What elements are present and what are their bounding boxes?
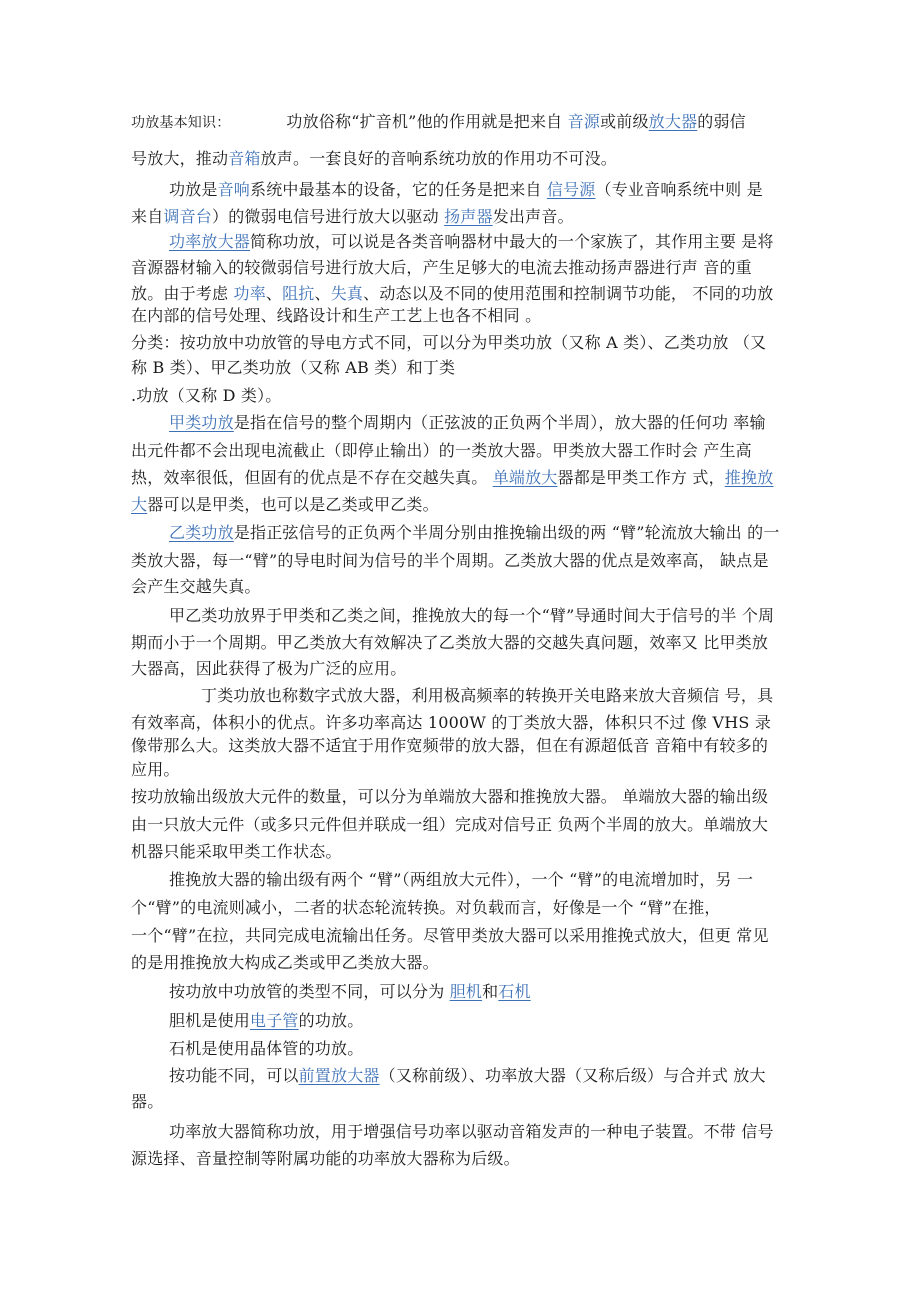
p1-line1 xyxy=(131,112,746,133)
p7-line3: 大器高，因此获得了极为广泛的应用。 xyxy=(131,659,407,678)
p7-line2: 期而小于一个周期。甲乙类放大有效解决了乙类放大器的交越失真问题，效率又 比甲类放 xyxy=(131,633,769,652)
p9-line3: 机器只能采取甲类工作状态。 xyxy=(131,842,342,861)
link-solid-state-amp[interactable]: 石机 xyxy=(498,982,531,1001)
p14-line2: 器。 xyxy=(131,1092,164,1111)
text: 来自 xyxy=(131,207,164,226)
link-class-a[interactable]: 甲类功放 xyxy=(169,413,234,432)
p2-line1 xyxy=(169,180,763,200)
p3-line2: 音源器材输入的较微弱信号进行放大后，产生足够大的电流去推动扬声器进行声 音的重 xyxy=(131,258,752,277)
link-distortion[interactable]: 失真 xyxy=(330,284,364,303)
text: 和 xyxy=(482,982,499,1001)
p5-line2: 出元件都不会出现电流截止（即停止输出）的一类放大器。甲类放大器工作时会 产生高 xyxy=(131,441,752,460)
p5-line4 xyxy=(131,495,439,515)
text: 器都是甲类工作方 式， xyxy=(557,468,725,487)
text: 是指正弦信号的正负两个半周分别由推挽输出级的两 “臂”轮流放大输出 的一 xyxy=(233,523,780,542)
text: （专业音响系统中则 是 xyxy=(595,180,763,199)
text: 系统中最基本的设备，它的任务是把来自 xyxy=(250,180,547,199)
p15-line2: 源选择、音量控制等附属功能的功率放大器称为后级。 xyxy=(131,1149,520,1168)
p6-line2: 类放大器，每一“臂”的导电时间为信号的半个周期。乙类放大器的优点是效率高， 缺点是 xyxy=(131,551,769,570)
text: 器可以是甲类，也可以是乙类或甲乙类。 xyxy=(147,495,439,514)
link-tube-amp[interactable]: 胆机 xyxy=(449,982,483,1001)
p6-line3: 会产生交越失真。 xyxy=(131,577,261,596)
p10-line1: 推挽放大器的输出级有两个 “臂”（两组放大元件），一个 “臂”的电流增加时，另 一 xyxy=(169,870,754,889)
text: （又称前级）、功率放大器（又称后级）与合并式 放大 xyxy=(379,1066,766,1085)
link-vacuum-tube[interactable]: 电子管 xyxy=(250,1011,299,1030)
p10-line4: 的是用推挽放大构成乙类或甲乙类放大器。 xyxy=(131,953,439,972)
p4-line2: 称 B 类）、甲乙类功放（又称 AB 类）和丁类 xyxy=(131,358,456,377)
link-class-b[interactable]: 乙类功放 xyxy=(169,523,234,542)
text: 是指在信号的整个周期内（正弦波的正负两个半周），放大器的任何功 率输 xyxy=(233,413,766,432)
text: 按功能不同，可以 xyxy=(169,1066,299,1085)
text: 功放是 xyxy=(169,180,218,199)
p10-line2: 个“臂”的电流则减小，二者的状态轮流转换。对负载而言，好像是一个 “臂”在推， xyxy=(131,898,721,917)
p9-line1: 按功放输出级放大元件的数量，可以分为单端放大器和推挽放大器。 单端放大器的输出级 xyxy=(131,787,769,806)
link-power[interactable]: 功率 xyxy=(233,284,266,303)
text: 发出声音。 xyxy=(492,207,574,226)
text: 按功放中功放管的类型不同，可以分为 xyxy=(169,982,450,1001)
text: 热，效率很低，但固有的优点是不存在交越失真。 xyxy=(131,468,493,487)
text: 或前级 xyxy=(600,112,649,131)
p10-line3: 一个“臂”在拉，共同完成电流输出任务。尽管甲类放大器可以采用推挽式放大，但更 常见 xyxy=(131,926,769,945)
link-signal-source[interactable]: 信号源 xyxy=(546,180,596,199)
p8-line4: 应用。 xyxy=(131,760,180,779)
p4-line3: .功放（又称 D 类）。 xyxy=(131,386,282,405)
p5-line1 xyxy=(169,413,766,433)
p6-line1 xyxy=(169,523,780,543)
text: ）的微弱电信号进行放大以驱动 xyxy=(212,207,445,226)
link-single-ended[interactable]: 单端放大 xyxy=(492,468,558,487)
p14-line1 xyxy=(169,1066,766,1086)
p15-line1: 功率放大器简称功放，用于增强信号功率以驱动音箱发声的一种电子装置。不带 信号 xyxy=(169,1122,774,1141)
link-audio[interactable]: 音响 xyxy=(217,180,251,199)
text: 的功放。 xyxy=(298,1011,364,1030)
p8-line1: 丁类功放也称数字式放大器，利用极高频率的转换开关电路来放大音频信 号，具 xyxy=(201,686,774,705)
link-power-amplifier[interactable]: 功率放大器 xyxy=(169,232,251,251)
p4-line1: 分类：按功放中功放管的导电方式不同，可以分为甲类功放（又称 A 类）、乙类功放 （又 xyxy=(131,333,767,352)
p12-line1 xyxy=(169,1011,363,1031)
p2-line2 xyxy=(131,207,574,227)
text: 、 xyxy=(265,284,283,303)
p7-line1: 甲乙类功放界于甲类和乙类之间，推挽放大的每一个“臂”导通时间大于信号的半 个周 xyxy=(169,606,775,625)
p8-line2: 有效率高，体积小的优点。许多功率高达 1000W 的丁类放大器，体积只不过 像 VHS 录 xyxy=(131,713,772,732)
link-mixer[interactable]: 调音台 xyxy=(163,207,213,226)
text: 号放大，推动 xyxy=(131,149,229,168)
link-impedance[interactable]: 阻抗 xyxy=(282,284,315,303)
link-loudspeaker[interactable]: 扬声器 xyxy=(444,207,493,226)
p3-line1 xyxy=(169,232,774,252)
text: 放声。一套良好的音响系统功放的作用功不可没。 xyxy=(260,149,618,168)
p11-line1 xyxy=(169,982,531,1002)
link-push-pull[interactable]: 推挽放 xyxy=(724,468,774,487)
text: 的弱信 xyxy=(697,112,746,131)
p8-line3: 像带那么大。这类放大器不适宜于用作宽频带的放大器，但在有源超低音 音箱中有较多的 xyxy=(131,736,769,755)
p3-line4: 在内部的信号处理、线路设计和生产工艺上也各不相同 。 xyxy=(131,306,542,325)
p9-line2: 由一只放大元件（或多只元件但并联成一组）完成对信号正 负两个半周的放大。单端放大 xyxy=(131,815,769,834)
link-amplifier[interactable]: 放大器 xyxy=(648,112,698,131)
p5-line3 xyxy=(131,468,773,488)
link-preamplifier[interactable]: 前置放大器 xyxy=(298,1066,380,1085)
text: 功放俗称“扩音机”他的作用就是把来自 xyxy=(286,112,568,131)
text: 、动态以及不同的使用范围和控制调节功能， 不同的功放 xyxy=(363,284,774,303)
text: 胆机是使用 xyxy=(169,1011,251,1030)
link-audio-source[interactable]: 音源 xyxy=(567,112,601,131)
link-push-pull-cont[interactable]: 大 xyxy=(131,495,148,514)
text: 放。由于考虑 xyxy=(131,284,234,303)
p13-line1: 石机是使用晶体管的功放。 xyxy=(169,1039,364,1058)
p1-line2 xyxy=(131,149,617,169)
text: 、 xyxy=(314,284,331,303)
section-label: 功放基本知识： xyxy=(131,115,231,131)
link-speaker-box[interactable]: 音箱 xyxy=(228,149,261,168)
p3-line3 xyxy=(131,284,773,304)
text: 简称功放，可以说是各类音响器材中最大的一个家族了，其作用主要 是将 xyxy=(250,232,774,251)
